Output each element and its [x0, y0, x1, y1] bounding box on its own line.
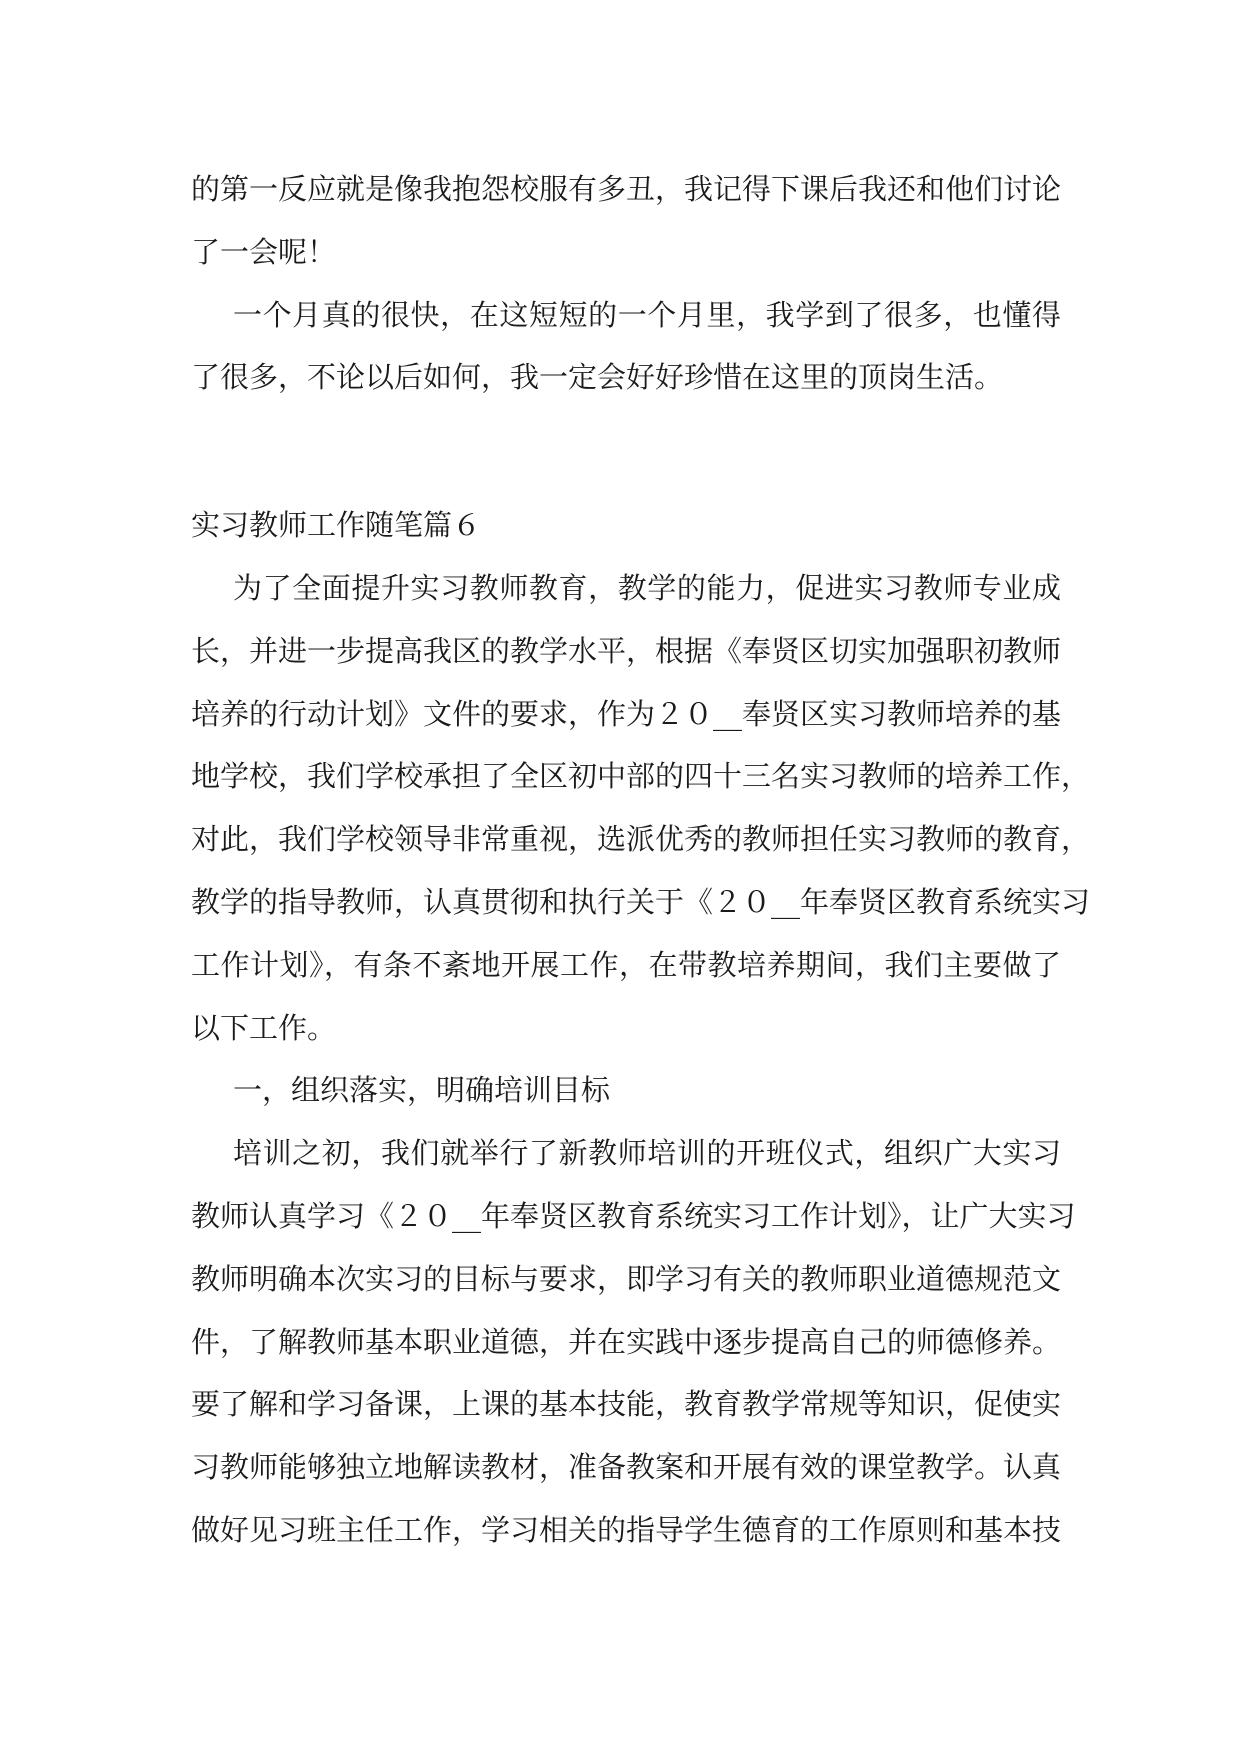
text-line: 要了解和学习备课，上课的基本技能，教育教学常规等知识，促使实 — [191, 1387, 1062, 1422]
section-gap — [191, 409, 1061, 494]
section-title: 实习教师工作随笔篇６ — [191, 508, 482, 543]
text-line: 教师认真学习《２０__年奉贤区教育系统实习工作计划》，让广大实习 — [191, 1198, 1076, 1233]
text-line: 件，了解教师基本职业道德，并在实践中逐步提高自己的师德修养。 — [191, 1324, 1062, 1359]
text-line: 一个月真的很快，在这短短的一个月里，我学到了很多，也懂得 — [233, 297, 1061, 332]
paragraph-month — [191, 284, 1061, 410]
paragraph-prev-tail — [191, 158, 1061, 284]
text-line: 以下工作。 — [191, 1010, 337, 1045]
text-line: 长，并进一步提高我区的教学水平，根据《奉贤区切实加强职初教师 — [191, 633, 1062, 668]
text-line: 习教师能够独立地解读教材，准备教案和开展有效的课堂教学。认真 — [191, 1450, 1062, 1485]
text-line: 了很多，不论以后如何，我一定会好好珍惜在这里的顶岗生活。 — [191, 360, 1004, 395]
text-line: 工作计划》，有条不紊地开展工作，在带教培养期间，我们主要做了 — [191, 947, 1061, 982]
text-line: 做好见习班主任工作，学习相关的指导学生德育的工作原则和基本技 — [191, 1512, 1062, 1547]
text-line: 地学校，我们学校承担了全区初中部的四十三名实习教师的培养工作， — [191, 759, 1091, 794]
subheading-1: 一，组织落实，明确培训目标 — [233, 1073, 611, 1108]
document-body — [191, 158, 1091, 1562]
paragraph-intro — [191, 557, 1091, 1059]
text-line: 培养的行动计划》文件的要求，作为２０__奉贤区实习教师培养的基 — [191, 696, 1062, 731]
text-line: 培训之初，我们就举行了新教师培训的开班仪式，组织广大实习 — [233, 1136, 1061, 1171]
text-line: 教学的指导教师，认真贯彻和执行关于《２０__年奉贤区教育系统实习 — [191, 884, 1091, 919]
text-line: 为了全面提升实习教师教育，教学的能力，促进实习教师专业成 — [233, 570, 1061, 605]
text-line: 对此，我们学校领导非常重视，选派优秀的教师担任实习教师的教育， — [191, 822, 1091, 857]
paragraph-training — [191, 1122, 1076, 1562]
text-line: 了一会呢！ — [191, 234, 337, 269]
text-line: 教师明确本次实习的目标与要求，即学习有关的教师职业道德规范文 — [191, 1261, 1062, 1296]
text-line: 的第一反应就是像我抱怨校服有多丑，我记得下课后我还和他们讨论 — [191, 172, 1062, 206]
